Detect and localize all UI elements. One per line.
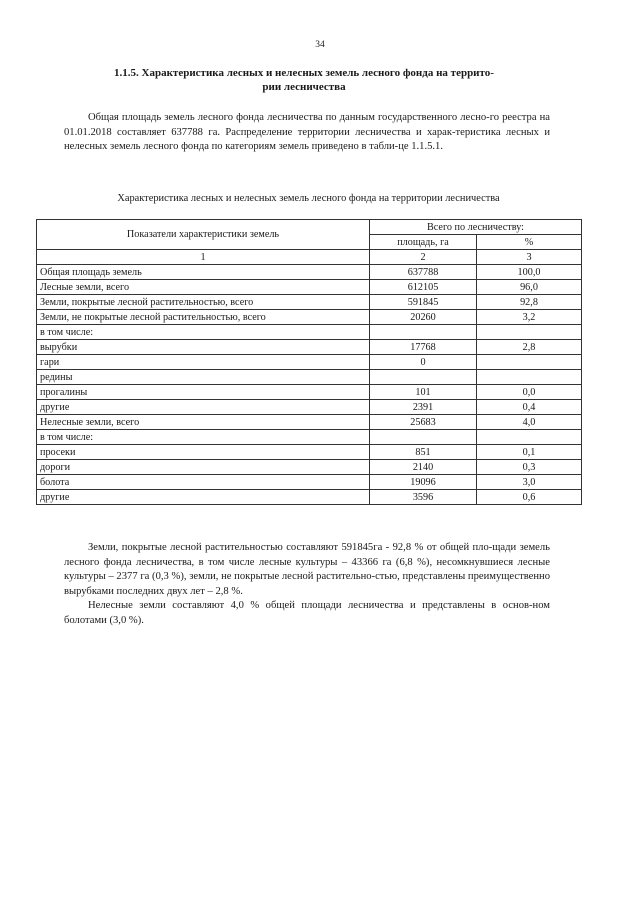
section-heading-line1: 1.1.5. Характеристика лесных и нелесных земель лесного фонда на террито- — [114, 67, 494, 79]
page-number: 34 — [315, 40, 325, 50]
row-label: Нелесные земли, всего — [37, 415, 370, 430]
table-row — [37, 325, 582, 340]
conclusion-text — [64, 541, 550, 628]
row-percent — [477, 430, 582, 445]
row-area: 637788 — [370, 265, 477, 280]
column-number-1: 1 — [37, 250, 370, 265]
row-percent: 3,0 — [477, 475, 582, 490]
row-percent: 2,8 — [477, 340, 582, 355]
row-area: 612105 — [370, 280, 477, 295]
land-characteristics-table — [36, 219, 582, 505]
row-area: 25683 — [370, 415, 477, 430]
row-percent: 0,3 — [477, 460, 582, 475]
row-area: 0 — [370, 355, 477, 370]
conclusion-paragraph-2: Нелесные земли составляют 4,0 % общей площади лесничества и представлены в основ-ном болотами (3,0 %). — [64, 600, 550, 626]
table-row — [37, 355, 582, 370]
row-percent: 0,4 — [477, 400, 582, 415]
header-percent: % — [477, 235, 582, 250]
header-area: площадь, га — [370, 235, 477, 250]
row-area: 19096 — [370, 475, 477, 490]
section-heading-line2: рии лесничества — [262, 81, 346, 93]
table-caption: Характеристика лесных и нелесных земель лесного фонда на территории лесничества — [117, 193, 500, 204]
table-row — [37, 430, 582, 445]
row-label: Общая площадь земель — [37, 265, 370, 280]
table-row — [37, 400, 582, 415]
row-area — [370, 325, 477, 340]
table-row — [37, 310, 582, 325]
row-label: другие — [37, 490, 370, 505]
row-area — [370, 370, 477, 385]
table-row — [37, 385, 582, 400]
row-label: вырубки — [37, 340, 370, 355]
row-percent: 96,0 — [477, 280, 582, 295]
column-number-row — [37, 250, 582, 265]
row-label: прогалины — [37, 385, 370, 400]
table-row — [37, 280, 582, 295]
row-percent: 0,1 — [477, 445, 582, 460]
row-label: в том числе: — [37, 325, 370, 340]
row-label: гари — [37, 355, 370, 370]
row-percent: 3,2 — [477, 310, 582, 325]
row-percent: 100,0 — [477, 265, 582, 280]
section-heading — [64, 66, 544, 94]
row-label: дороги — [37, 460, 370, 475]
row-label: Земли, не покрытые лесной растительностью, всего — [37, 310, 370, 325]
intro-paragraph: Общая площадь земель лесного фонда лесничества по данным государственного лесно-го реестра на 01.01.2018 составляет 637788 га. Распределение территории лесничества и харак-теристика лесных и нелесных земель лесного фонда по категориям земель приведено в табли-це 1.1.5.1. — [64, 112, 550, 152]
row-percent: 0,6 — [477, 490, 582, 505]
column-number-3: 3 — [477, 250, 582, 265]
table-row — [37, 265, 582, 280]
table-row — [37, 475, 582, 490]
header-indicators: Показатели характеристики земель — [37, 220, 370, 250]
row-area: 591845 — [370, 295, 477, 310]
table-row — [37, 295, 582, 310]
table-row — [37, 460, 582, 475]
table-row — [37, 490, 582, 505]
row-percent: 4,0 — [477, 415, 582, 430]
row-percent — [477, 370, 582, 385]
table-header-row — [37, 220, 582, 235]
table-row — [37, 415, 582, 430]
column-number-2: 2 — [370, 250, 477, 265]
row-area — [370, 430, 477, 445]
row-label: в том числе: — [37, 430, 370, 445]
table-row — [37, 445, 582, 460]
table-row — [37, 370, 582, 385]
row-label: болота — [37, 475, 370, 490]
row-area: 3596 — [370, 490, 477, 505]
row-percent — [477, 325, 582, 340]
row-label: Земли, покрытые лесной растительностью, всего — [37, 295, 370, 310]
conclusion-paragraph-1: Земли, покрытые лесной растительностью составляют 591845га - 92,8 % от общей пло-щади земель лесного фонда лесничества, в том числе лесные культуры – 43366 га (6,8 %), несомкнувшиеся лесные культуры – 2377 га (0,3 %), земли, не покрытые лесной растительно-стью, представлены преимущественно вырубками последних двух лет – 2,8 %. — [64, 542, 550, 597]
row-percent: 92,8 — [477, 295, 582, 310]
row-label: редины — [37, 370, 370, 385]
row-label: просеки — [37, 445, 370, 460]
row-area: 851 — [370, 445, 477, 460]
row-area: 17768 — [370, 340, 477, 355]
table-row — [37, 340, 582, 355]
row-label: Лесные земли, всего — [37, 280, 370, 295]
row-label: другие — [37, 400, 370, 415]
row-percent — [477, 355, 582, 370]
row-area: 20260 — [370, 310, 477, 325]
row-area: 101 — [370, 385, 477, 400]
header-total-group: Всего по лесничеству: — [370, 220, 582, 235]
row-area: 2140 — [370, 460, 477, 475]
row-area: 2391 — [370, 400, 477, 415]
row-percent: 0,0 — [477, 385, 582, 400]
